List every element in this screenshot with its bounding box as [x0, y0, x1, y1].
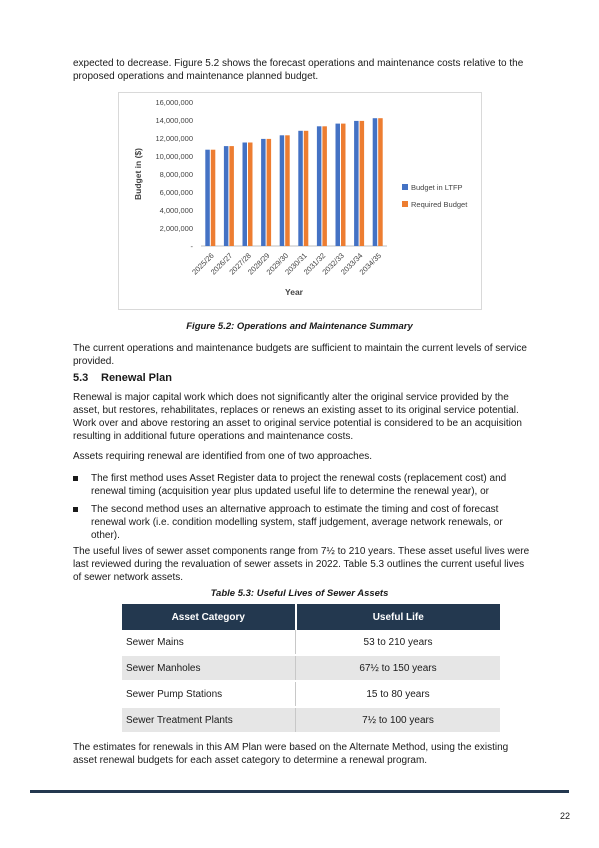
- y-tick-label: 12,000,000: [155, 134, 193, 143]
- approaches-paragraph: Assets requiring renewal are identified from one of two approaches.: [73, 451, 373, 462]
- asset-category-cell: Sewer Treatment Plants: [122, 707, 296, 733]
- useful-lives-paragraph: The useful lives of sewer asset components range from 7½ to 210 years. These asset useful lives were last reviewed during the revaluation of sewer assets in 2022. Table 5.3 outlines the current useful lives of sewer network assets.: [73, 546, 530, 583]
- bar-budget-ltfp: [243, 143, 248, 247]
- footer-divider: [30, 790, 569, 793]
- bullet-text: The second method uses an alternative approach to estimate the timing and cost of forecast renewal work (i.e. condition modelling system, staff judgement, average network renewals, or other).: [91, 504, 503, 541]
- table-row: [122, 630, 500, 655]
- bar-required-budget: [211, 150, 216, 246]
- y-tick-label: 8,000,000: [159, 170, 193, 179]
- bullet-text: The first method uses Asset Register data to project the renewal costs (replacement cost) and renewal timing (acquisition year plus updated useful life to determine the renewal year), or: [91, 473, 507, 497]
- x-tick-label: 2034/35: [357, 251, 384, 277]
- x-tick-label: 2030/31: [283, 251, 309, 277]
- bar-budget-ltfp: [205, 150, 210, 246]
- table-caption: Table 5.3: Useful Lives of Sewer Assets: [210, 588, 389, 599]
- estimates-paragraph: The estimates for renewals in this AM Plan were based on the Alternate Method, using the existing asset renewal budgets for each asset category to determine a renewal program.: [73, 742, 509, 766]
- bar-budget-ltfp: [224, 146, 229, 246]
- chart-canvas: [119, 93, 481, 309]
- x-axis-title: Year: [285, 287, 303, 297]
- x-tick-label: 2025/26: [190, 251, 216, 277]
- y-tick-label: 6,000,000: [159, 188, 193, 197]
- bar-required-budget: [229, 146, 234, 246]
- bar-budget-ltfp: [354, 121, 359, 246]
- bullet-square-icon: [73, 476, 78, 481]
- asset-category-cell: Sewer Manholes: [122, 655, 296, 681]
- bar-required-budget: [304, 131, 309, 246]
- y-tick-label: 10,000,000: [155, 152, 193, 161]
- renewal-paragraph: Renewal is major capital work which does not significantly alter the original service provided by the asset, but restores, rehabilitates, replaces or renews an existing asset to its original service potential. Work over and above restoring an asset to original service potential is considered to be an acquisition resulting in additional future operations and maintenance costs.: [73, 392, 522, 442]
- asset-category-cell: Sewer Mains: [122, 630, 296, 655]
- useful-life-cell: 53 to 210 years: [296, 630, 501, 655]
- bar-required-budget: [341, 124, 346, 246]
- legend-swatch: [402, 184, 408, 190]
- bar-budget-ltfp: [261, 139, 266, 246]
- bar-required-budget: [360, 121, 365, 246]
- section-title: Renewal Plan: [101, 372, 172, 384]
- intro-paragraph: expected to decrease. Figure 5.2 shows the forecast operations and maintenance costs relative to the proposed operations and maintenance planned budget.: [73, 58, 524, 82]
- operations-maintenance-chart: [118, 92, 482, 310]
- bar-required-budget: [378, 118, 383, 246]
- bar-budget-ltfp: [298, 131, 303, 246]
- y-tick-label: 2,000,000: [159, 224, 193, 233]
- table-row: [122, 707, 500, 733]
- y-axis-title: Budget in ($): [133, 148, 143, 200]
- bullet-square-icon: [73, 507, 78, 512]
- bar-budget-ltfp: [317, 126, 322, 246]
- table-row: [122, 655, 500, 681]
- useful-life-cell: 67½ to 150 years: [296, 655, 501, 681]
- bar-budget-ltfp: [280, 135, 285, 246]
- legend-swatch: [402, 201, 408, 207]
- bar-required-budget: [322, 126, 327, 246]
- legend-label: Required Budget: [411, 200, 468, 209]
- useful-lives-table: [122, 604, 500, 734]
- budget-paragraph: The current operations and maintenance budgets are sufficient to maintain the current levels of service provided.: [73, 343, 527, 367]
- bar-required-budget: [248, 143, 253, 247]
- table-row: [122, 681, 500, 707]
- table-header-row: [122, 604, 500, 630]
- y-tick-label: 14,000,000: [155, 116, 193, 125]
- header-useful-life: Useful Life: [296, 604, 501, 630]
- x-tick-label: 2026/27: [208, 251, 235, 277]
- section-number: 5.3: [73, 372, 89, 384]
- legend-label: Budget in LTFP: [411, 183, 463, 192]
- bar-budget-ltfp: [373, 118, 378, 246]
- page-number: 22: [559, 811, 570, 821]
- header-asset-category: Asset Category: [122, 604, 296, 630]
- section-heading: [73, 372, 172, 385]
- figure-caption: Figure 5.2: Operations and Maintenance Summary: [186, 321, 413, 332]
- x-tick-label: 2028/29: [245, 251, 272, 277]
- x-tick-label: 2033/34: [338, 251, 365, 277]
- bar-budget-ltfp: [336, 124, 341, 246]
- bar-required-budget: [285, 135, 290, 246]
- y-tick-label: -: [190, 242, 193, 251]
- x-tick-label: 2029/30: [264, 251, 291, 277]
- asset-category-cell: Sewer Pump Stations: [122, 681, 296, 707]
- y-tick-label: 16,000,000: [155, 98, 193, 107]
- useful-life-cell: 15 to 80 years: [296, 681, 501, 707]
- x-tick-label: 2032/33: [320, 251, 346, 277]
- useful-life-cell: 7½ to 100 years: [296, 707, 501, 733]
- x-tick-label: 2027/28: [227, 251, 253, 277]
- x-tick-label: 2031/32: [301, 251, 328, 277]
- y-tick-label: 4,000,000: [159, 206, 193, 215]
- bar-required-budget: [267, 139, 272, 246]
